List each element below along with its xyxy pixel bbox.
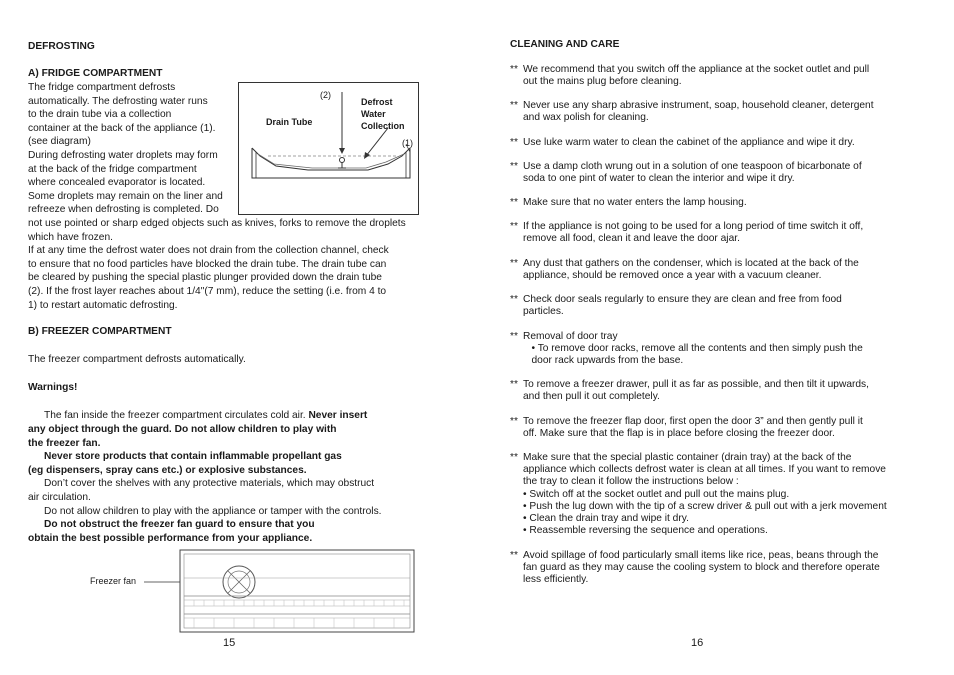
- body-line: where concealed evaporator is located.: [28, 177, 206, 189]
- care-item-line: appliance, should be removed once a year with a vacuum cleaner.: [523, 270, 822, 282]
- star-marker: **: [510, 294, 518, 305]
- care-list-item: [523, 64, 869, 88]
- care-item-line: • Reassemble reversing the sequence and operations.: [523, 525, 768, 537]
- star-marker: **: [510, 137, 518, 148]
- body-line: to ensure that no food particles have blocked the drain tube. The drain tube can: [28, 258, 387, 270]
- star-marker: **: [510, 64, 518, 75]
- warning-line: any object through the guard. Do not allow children to play with: [28, 424, 337, 435]
- body-line: which have frozen.: [28, 231, 113, 243]
- care-item-line: Any dust that gathers on the condenser, which is located at the back of the: [523, 258, 859, 269]
- care-item-line: particles.: [523, 306, 564, 318]
- care-list-item: [523, 416, 863, 440]
- star-marker: **: [510, 550, 518, 561]
- defrost-label-line1: Defrost: [361, 97, 393, 107]
- care-list-item: [523, 197, 747, 209]
- care-item-line: and wax polish for cleaning.: [523, 112, 649, 124]
- star-marker: **: [510, 100, 518, 111]
- warning-line: Do not obstruct the freezer fan guard to ensure that you: [44, 519, 315, 530]
- care-item-line: the tray to clean it follow the instructions below :: [523, 476, 739, 488]
- care-list-item: [523, 331, 863, 368]
- care-list-item: [523, 452, 887, 537]
- freezer-fan-diagram: [144, 548, 416, 634]
- care-item-line: To remove the freezer flap door, first open the door 3” and then gently pull it: [523, 416, 863, 427]
- care-item-line: Make sure that no water enters the lamp housing.: [523, 197, 747, 208]
- care-list-item: [523, 100, 874, 124]
- care-item-line: Use a damp cloth wrung out in a solution of one teaspoon of bicarbonate of: [523, 161, 862, 172]
- right-page: [477, 0, 954, 675]
- care-item-line: To remove a freezer drawer, pull it as far as possible, and then tilt it upwards,: [523, 379, 869, 390]
- body-line: (see diagram): [28, 136, 91, 148]
- care-item-line: Never use any sharp abrasive instrument, soap, household cleaner, detergent: [523, 100, 874, 111]
- care-list-item: [523, 294, 842, 318]
- star-marker: **: [510, 452, 518, 463]
- care-list-item: [523, 221, 863, 245]
- body-line: automatically. The defrosting water runs: [28, 95, 208, 107]
- care-item-line: • To remove door racks, remove all the contents and then simply push the: [523, 343, 863, 355]
- care-item-line: Make sure that the special plastic container (drain tray) at the back of the: [523, 452, 852, 463]
- body-line: Some droplets may remain on the liner and: [28, 190, 223, 202]
- body-line: be cleared by pushing the special plastic plunger provided down the drain tube: [28, 272, 382, 284]
- body-line: The fridge compartment defrosts: [28, 82, 176, 93]
- care-item-line: Removal of door tray: [523, 331, 618, 342]
- care-item-line: Check door seals regularly to ensure they are clean and free from food: [523, 294, 842, 305]
- care-item-line: off. Make sure that the flap is in place before closing the freezer door.: [523, 428, 835, 440]
- warning-line: Do not allow children to play with the appliance or tamper with the controls.: [44, 506, 382, 517]
- care-item-line: If the appliance is not going to be used for a long period of time switch it off,: [523, 221, 864, 232]
- star-marker: **: [510, 258, 518, 269]
- star-marker: **: [510, 331, 518, 342]
- star-marker: **: [510, 161, 518, 172]
- star-marker: **: [510, 416, 518, 427]
- warning-line: air circulation.: [28, 492, 91, 503]
- star-marker: **: [510, 379, 518, 390]
- care-item-line: less efficiently.: [523, 574, 589, 586]
- defrost-label-line2: Water: [361, 109, 386, 119]
- warning-text: The fan inside the freezer compartment circulates cold air.: [44, 410, 309, 421]
- care-item-line: remove all food, clean it and leave the door ajar.: [523, 233, 740, 245]
- body-line: to the drain tube via a collection: [28, 109, 172, 121]
- body-line: not use pointed or sharp edged objects such as knives, forks to remove the droplets: [28, 218, 406, 229]
- freezer-fan-label: Freezer fan: [90, 576, 137, 586]
- drain-tube-label: Drain Tube: [266, 117, 313, 127]
- body-line: at the back of the fridge compartment: [28, 163, 197, 175]
- star-marker: **: [510, 197, 518, 208]
- care-item-line: soda to one pint of water to clean the interior and wipe it dry.: [523, 173, 795, 185]
- warning-bold-text: Never insert: [308, 410, 368, 421]
- care-list-item: [523, 550, 880, 587]
- freezer-compartment-heading: B) FREEZER COMPARTMENT: [28, 326, 172, 337]
- care-item-line: door rack upwards from the base.: [523, 355, 684, 367]
- warning-line: obtain the best possible performance from your appliance.: [28, 533, 313, 544]
- care-item-line: out the mains plug before cleaning.: [523, 76, 682, 88]
- warning-line: the freezer fan.: [28, 438, 101, 449]
- page-number: 15: [223, 637, 236, 649]
- care-item-line: • Switch off at the socket outlet and pull out the mains plug.: [523, 488, 790, 500]
- warning-line: Never store products that contain inflammable propellant gas: [44, 451, 342, 462]
- body-line: (2). If the frost layer reaches about 1/4"(7 mm), reduce the setting (i.e. from 4 to: [28, 286, 387, 297]
- body-line: 1) to restart automatic defrosting.: [28, 299, 178, 311]
- care-item-line: appliance which collects defrost water is clean at all times. If you want to remove: [523, 464, 886, 476]
- fridge-compartment-heading: A) FRIDGE COMPARTMENT: [28, 68, 163, 79]
- body-line: During defrosting water droplets may form: [28, 150, 218, 161]
- care-list-item: [523, 379, 869, 403]
- warning-line: (eg dispensers, spray cans etc.) or explosive substances.: [28, 465, 307, 476]
- care-list-item: [523, 258, 859, 282]
- care-item-line: fan guard as they may cause the cooling system to block and therefore operate: [523, 562, 880, 574]
- star-marker: **: [510, 221, 518, 232]
- diagram-label-2: (2): [320, 90, 331, 100]
- freezer-defrost-text: The freezer compartment defrosts automatically.: [28, 354, 246, 365]
- care-list-item: [523, 161, 862, 185]
- care-item-line: Avoid spillage of food particularly small items like rice, peas, beans through the: [523, 550, 879, 561]
- body-line: If at any time the defrost water does not drain from the collection channel, check: [28, 245, 389, 257]
- cleaning-heading: CLEANING AND CARE: [510, 39, 620, 50]
- diagram-label-1: (1): [402, 138, 413, 148]
- body-line: refreeze when defrosting is completed. Do: [28, 204, 219, 216]
- defrosting-heading: DEFROSTING: [28, 41, 95, 52]
- warning-line: Don’t cover the shelves with any protective materials, which may obstruct: [44, 478, 375, 489]
- warnings-heading: Warnings!: [28, 382, 78, 393]
- care-item-line: We recommend that you switch off the appliance at the socket outlet and pull: [523, 64, 870, 75]
- care-item-line: • Push the lug down with the tip of a screw driver & pull out with a jerk movement: [523, 500, 887, 512]
- care-list-item: [523, 137, 855, 149]
- care-item-line: Use luke warm water to clean the cabinet of the appliance and wipe it dry.: [523, 137, 855, 148]
- body-line: container at the back of the appliance (1).: [28, 122, 216, 134]
- warning-line: [44, 409, 367, 423]
- care-item-line: and then pull it out completely.: [523, 391, 660, 403]
- defrost-diagram-frame: [238, 82, 420, 216]
- care-item-line: • Clean the drain tray and wipe it dry.: [523, 513, 689, 525]
- page-number: 16: [691, 637, 704, 649]
- defrost-label-line3: Collection: [361, 121, 405, 131]
